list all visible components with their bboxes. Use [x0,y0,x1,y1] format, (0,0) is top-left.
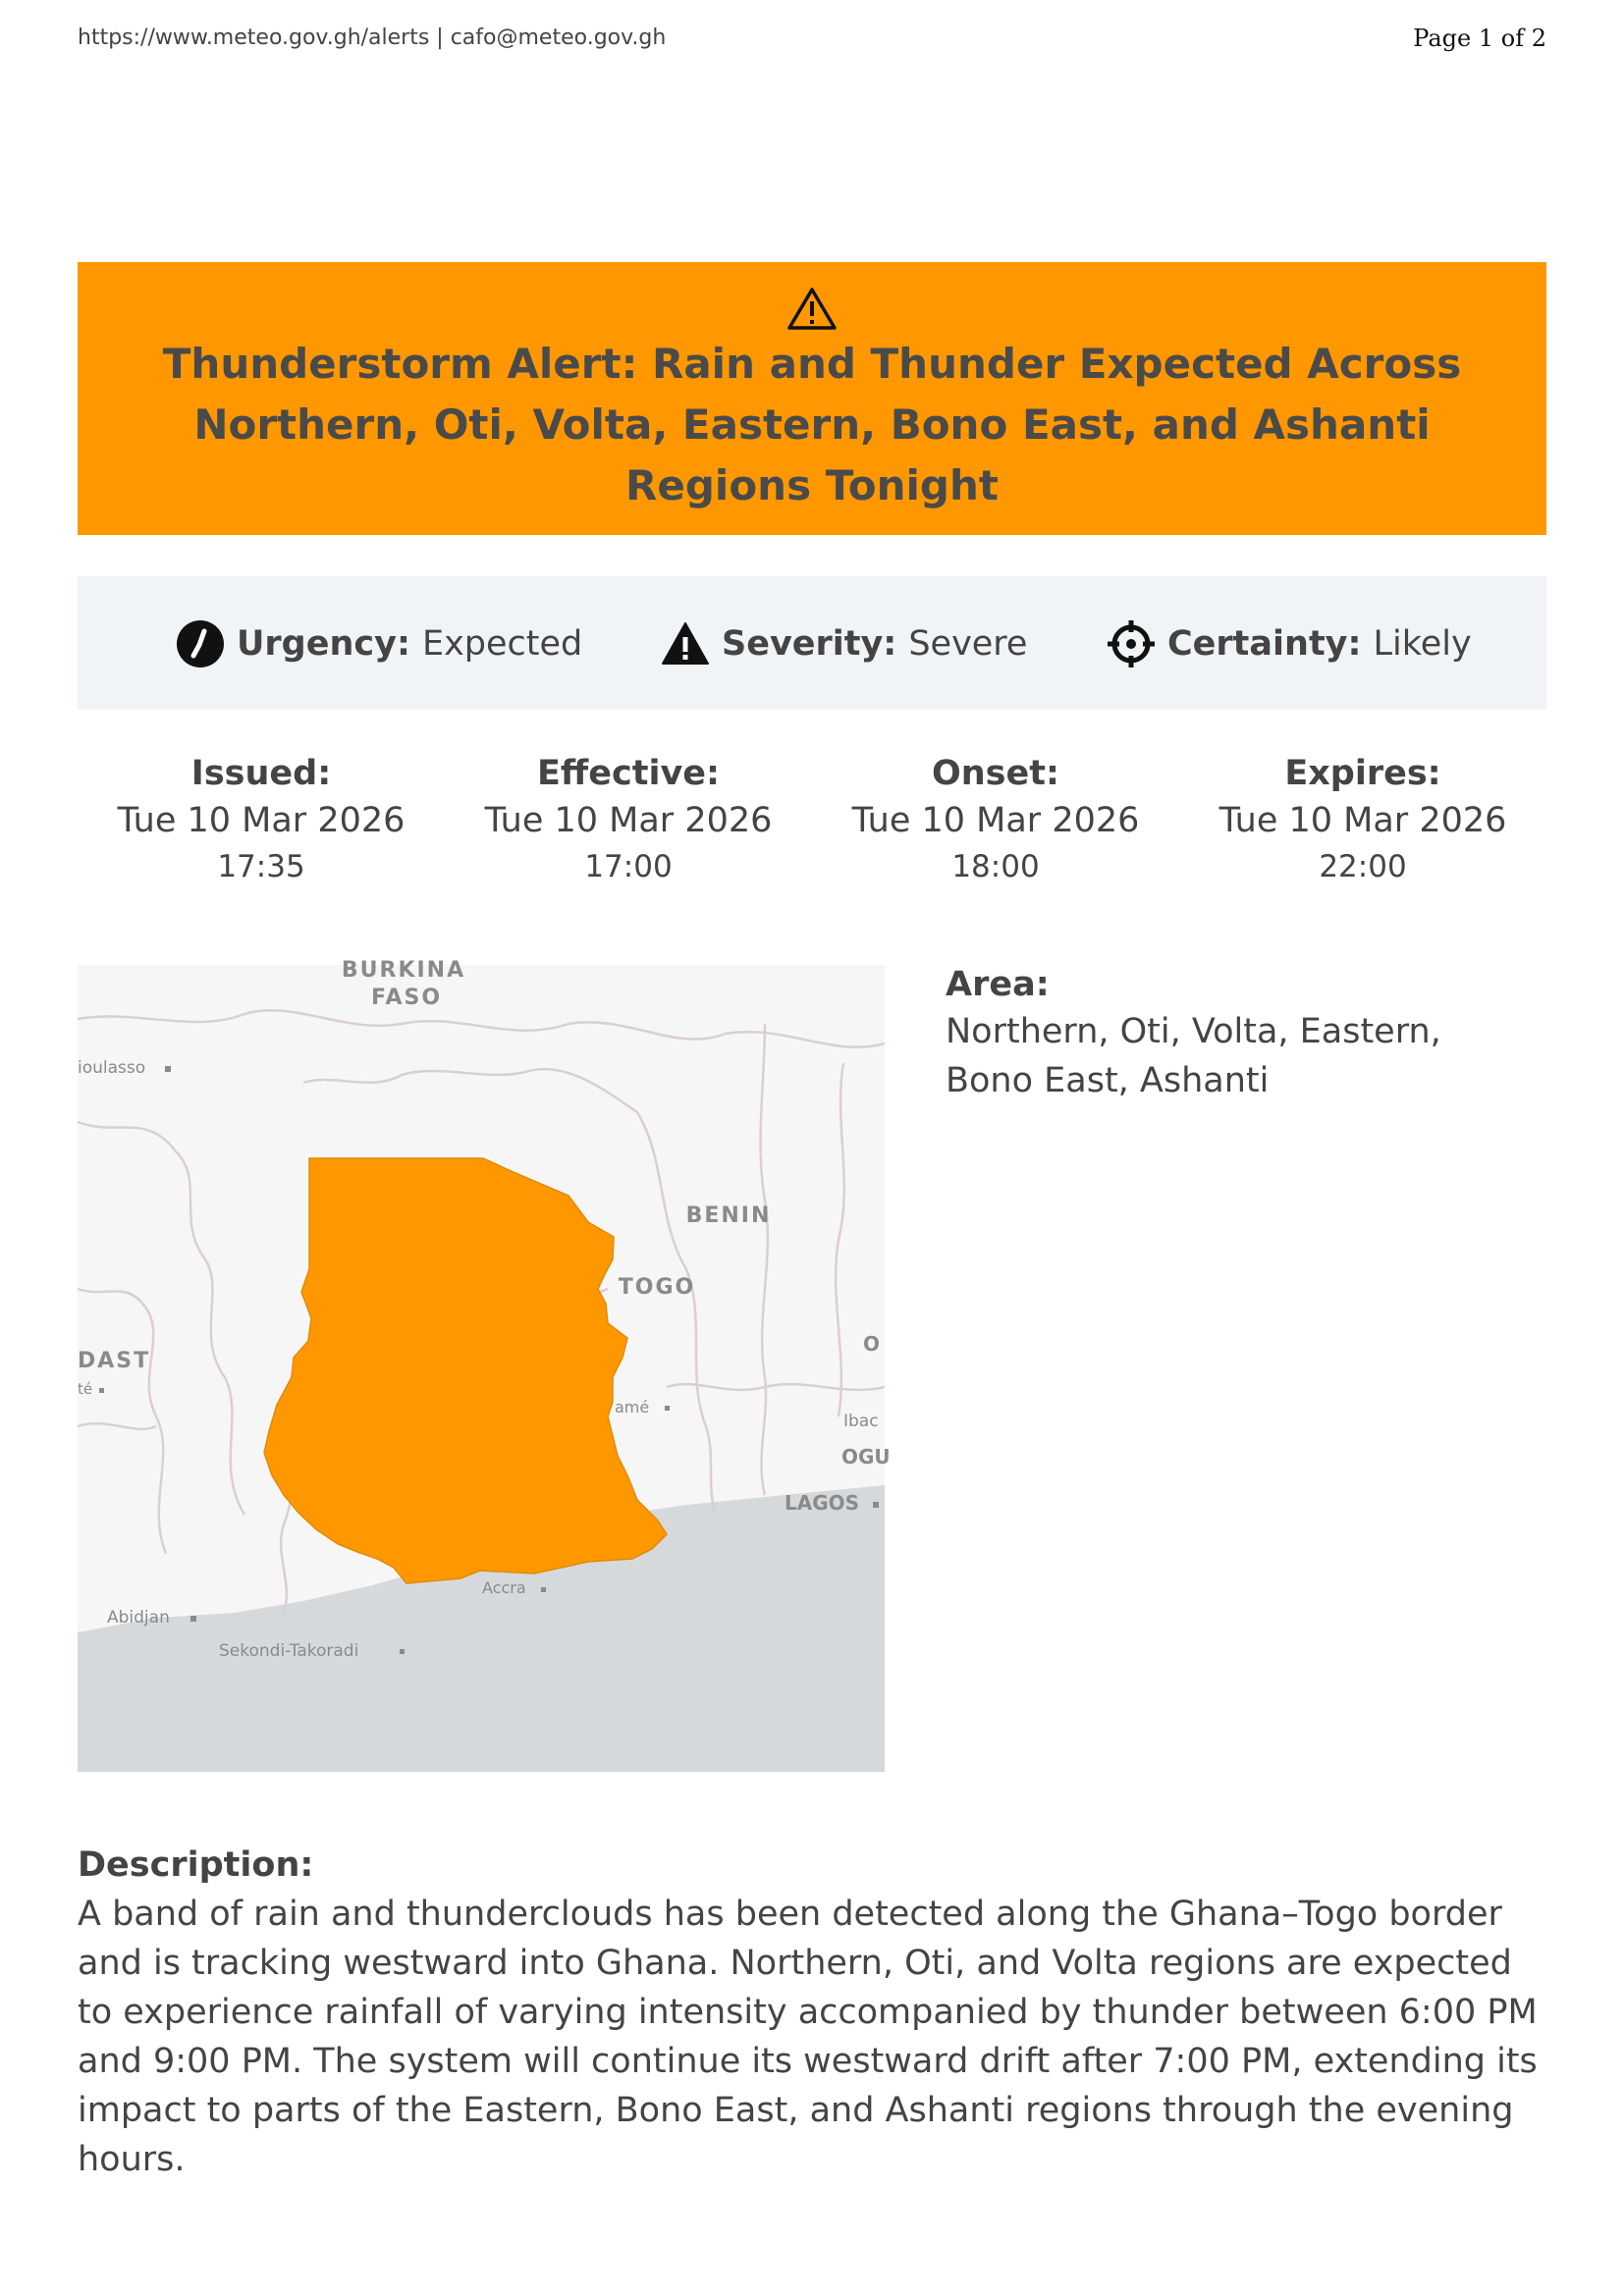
date-time: 18:00 [951,849,1040,884]
city-dot [190,1616,196,1622]
certainty-value: Likely [1373,624,1472,664]
effective-column [445,751,812,888]
page-number: Page 1 of 2 [1413,25,1546,52]
date-day: Tue 10 Mar 2026 [1218,801,1507,840]
urgency-item [176,619,582,668]
map-label-sekondi: Sekondi-Takoradi [219,1641,359,1661]
issued-column [78,751,445,888]
date-label: Onset: [932,754,1059,793]
area-label: Area: [946,965,1050,1004]
date-day: Tue 10 Mar 2026 [851,801,1140,840]
certainty-label: Certainty: [1167,624,1362,664]
date-label: Effective: [536,754,721,793]
date-label: Issued: [190,754,332,793]
map-label-togo: TOGO [618,1275,696,1300]
map-label-coast: DAST [78,1349,151,1373]
date-time: 17:00 [584,849,673,884]
warning-triangle-outline-icon [786,286,838,331]
city-dot [400,1649,405,1654]
date-time: 17:35 [217,849,305,884]
severity-value: Severe [908,624,1028,664]
city-dot [665,1406,670,1411]
onset-column [812,751,1179,888]
city-dot [99,1388,104,1393]
city-dot [165,1066,171,1072]
severity-label: Severity: [722,624,897,664]
description-label: Description: [78,1845,314,1885]
map-label-ibadan: Ibac [843,1412,879,1431]
date-day: Tue 10 Mar 2026 [117,801,406,840]
date-time: 22:00 [1319,849,1407,884]
map-label-benin: BENIN [685,1203,772,1228]
map-label-dioulasso: ioulasso [78,1058,146,1078]
map-label-faso: FASO [370,986,443,1010]
alert-title: Thunderstorm Alert: Rain and Thunder Expected Across Northern, Oti, Volta, Eastern, Bono East, and Ashanti Regions Tonight [162,340,1462,509]
expires-column [1179,751,1546,888]
certainty-item [1107,619,1472,668]
city-dot [873,1502,879,1508]
map-label-accra: Accra [482,1578,526,1597]
warning-triangle-filled-icon [661,619,710,668]
map-label-lome: amé [615,1398,650,1416]
alert-dates [78,751,1546,898]
map-label-coast-city: té [78,1380,93,1398]
city-dot [541,1587,546,1592]
header-url-contact: https://www.meteo.gov.gh/alerts | cafo@meteo.gov.gh [78,26,667,50]
map-label-abidjan: Abidjan [107,1608,170,1628]
severity-item [661,619,1027,668]
map-label-lagos: LAGOS [785,1491,860,1515]
alert-meta-box [78,576,1546,710]
alert-area-map [78,958,891,1772]
map-label-o: O [863,1332,881,1356]
date-label: Expires: [1284,754,1441,793]
alert-banner [78,262,1546,535]
urgency-value: Expected [421,624,583,664]
map-label-burkina: BURKINA [341,958,466,983]
area-value: Northern, Oti, Volta, Eastern, Bono East, Ashanti [946,1012,1441,1100]
clock-icon [176,619,225,668]
date-day: Tue 10 Mar 2026 [484,801,773,840]
urgency-label: Urgency: [237,624,410,664]
description-text: A band of rain and thunderclouds has been detected along the Ghana–Togo border and is tracking westward into Ghana. Northern, Oti, and Volta regions are expected to experience rainfall of varying intensity accompanied by thunder between 6:00 PM and 9:00 PM. The system will continue its westward drift after 7:00 PM, extending its impact to parts of the Eastern, Bono East, and Ashanti regions through the evening hours. [78,1895,1538,2179]
crosshair-icon [1107,619,1156,668]
map-canvas [78,958,891,1772]
map-label-ogun: OGU [841,1445,891,1468]
